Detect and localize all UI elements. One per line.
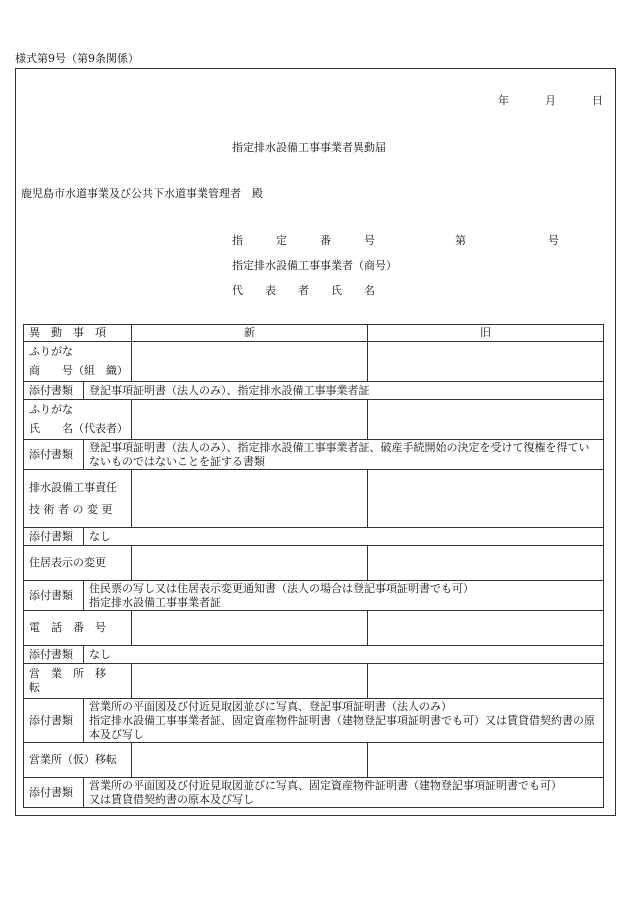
table-row-address xyxy=(24,546,604,581)
trade-name-old-cell[interactable] xyxy=(368,342,604,382)
docs-text-line2: 指定排水設備工事事業者証 xyxy=(89,595,221,609)
table-row-phone-docs xyxy=(24,646,604,664)
document-title: 指定排水設備工事事業者異動届 xyxy=(232,141,386,154)
engineer-old-cell[interactable] xyxy=(368,470,604,528)
docs-label: 添付書類 xyxy=(24,581,84,611)
docs-label: 添付書類 xyxy=(24,778,84,808)
docs-text-line2: 又は賃貸借契約書の原本及び写し xyxy=(89,792,254,806)
trade-name-label xyxy=(24,342,132,382)
docs-text xyxy=(84,778,604,808)
table-row-temp-office xyxy=(24,743,604,778)
engineer-label xyxy=(24,470,132,528)
docs-label: 添付書類 xyxy=(24,699,84,743)
temp-office-old-cell[interactable] xyxy=(368,743,604,778)
table-row-phone xyxy=(24,611,604,646)
change-table xyxy=(23,324,604,808)
office-move-old-cell[interactable] xyxy=(368,664,604,699)
docs-text: なし xyxy=(84,528,604,546)
docs-text-line1: 営業所の平面図及び付近見取図並びに写真、固定資産物件証明書（建物登記事項証明書でも可） xyxy=(89,778,562,792)
form-number: 様式第9号（第9条関係） xyxy=(15,52,139,65)
date-day: 日 xyxy=(592,94,603,107)
docs-label: 添付書類 xyxy=(24,440,84,470)
rep-name-furigana: ふりがな xyxy=(29,403,73,416)
docs-label: 添付書類 xyxy=(24,382,84,400)
engineer-new-cell[interactable] xyxy=(132,470,368,528)
rep-name-label xyxy=(24,400,132,440)
table-row-address-docs xyxy=(24,581,604,611)
representative-name-label: 代 表 者 氏 名 xyxy=(232,284,375,297)
address-label: 住居表示の変更 xyxy=(24,546,132,581)
trade-name-new-cell[interactable] xyxy=(132,342,368,382)
docs-text: 登記事項証明書（法人のみ）、指定排水設備工事事業者証、破産手続開始の決定を受けて復権を得ていないものではないことを証する書類 xyxy=(84,440,604,470)
header-item: 異 動 事 項 xyxy=(24,325,132,342)
rep-name-text: 氏 名（代表者） xyxy=(29,422,128,435)
designation-number-label: 指 定 番 号 xyxy=(232,234,375,247)
docs-text xyxy=(84,581,604,611)
address-new-cell[interactable] xyxy=(132,546,368,581)
office-move-new-cell[interactable] xyxy=(132,664,368,699)
docs-text: 登記事項証明書（法人のみ）、指定排水設備工事事業者証 xyxy=(84,382,604,400)
date-month: 月 xyxy=(545,94,556,107)
designation-number-go: 号 xyxy=(548,234,559,247)
table-row-temp-office-docs xyxy=(24,778,604,808)
address-old-cell[interactable] xyxy=(368,546,604,581)
table-row-trade-name-docs xyxy=(24,382,604,400)
table-row-engineer-docs xyxy=(24,528,604,546)
rep-name-old-cell[interactable] xyxy=(368,400,604,440)
docs-label: 添付書類 xyxy=(24,528,84,546)
table-row-rep-name-docs xyxy=(24,440,604,470)
docs-text xyxy=(84,699,604,743)
header-old: 旧 xyxy=(368,325,604,342)
addressee: 鹿児島市水道事業及び公共下水道事業管理者 殿 xyxy=(21,187,263,200)
temp-office-label: 営業所（仮）移転 xyxy=(24,743,132,778)
table-row-office-move-docs xyxy=(24,699,604,743)
temp-office-new-cell[interactable] xyxy=(132,743,368,778)
table-header-row xyxy=(24,325,604,342)
phone-label: 電 話 番 号 xyxy=(24,611,132,646)
header-new: 新 xyxy=(132,325,368,342)
date-year: 年 xyxy=(498,94,509,107)
business-name-label: 指定排水設備工事事業者（商号） xyxy=(232,259,397,272)
docs-text-line1: 住民票の写し又は住居表示変更通知書（法人の場合は登記事項証明書でも可） xyxy=(89,581,474,595)
docs-text-line2: 指定排水設備工事事業者証、固定資産物件証明書（建物登記事項証明書でも可）又は賃貸借契約書の原本及び写し xyxy=(89,713,595,741)
docs-text: なし xyxy=(84,646,604,664)
table-row-office-move xyxy=(24,664,604,699)
phone-old-cell[interactable] xyxy=(368,611,604,646)
rep-name-new-cell[interactable] xyxy=(132,400,368,440)
docs-label: 添付書類 xyxy=(24,646,84,664)
table-row-engineer xyxy=(24,470,604,528)
docs-text-line1: 営業所の平面図及び付近見取図並びに写真、登記事項証明書（法人のみ） xyxy=(89,699,452,713)
trade-name-furigana: ふりがな xyxy=(29,345,73,358)
office-move-label: 営 業 所 移 転 xyxy=(24,664,132,699)
table-row-rep-name xyxy=(24,400,604,440)
table-row-trade-name xyxy=(24,342,604,382)
engineer-label-line1: 排水設備工事責任 xyxy=(29,480,117,494)
phone-new-cell[interactable] xyxy=(132,611,368,646)
trade-name-text: 商 号（組 織） xyxy=(29,364,128,377)
designation-number-dai: 第 xyxy=(455,234,466,247)
engineer-label-line2: 技 術 者 の 変 更 xyxy=(29,502,113,516)
